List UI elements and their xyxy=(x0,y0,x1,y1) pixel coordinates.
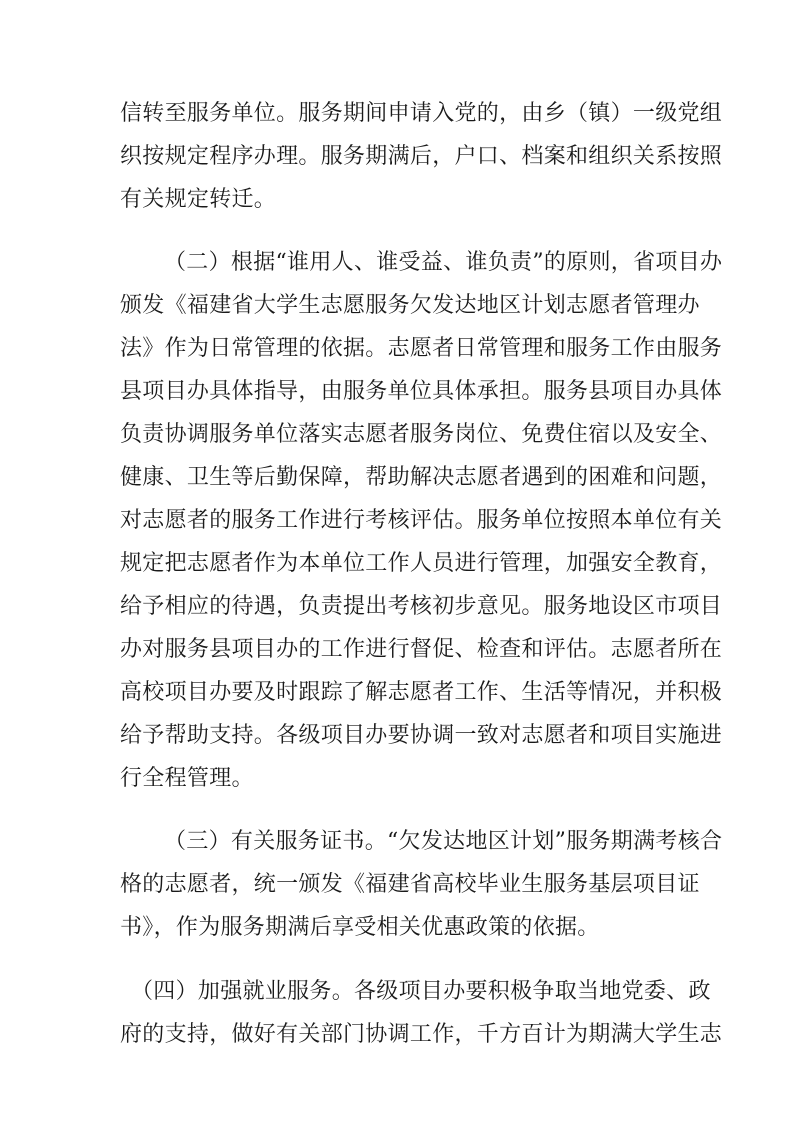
para1-line-1: 信转至服务单位。服务期间申请入党的，由乡（镇）一级党组 xyxy=(120,101,723,126)
para2-line-8: 规定把志愿者作为本单位工作人员进行管理，加强安全教育， xyxy=(120,551,723,576)
para2-line-12: 给予帮助支持。各级项目办要协调一致对志愿者和项目实施进 xyxy=(120,723,723,748)
para3-line-3: 书》，作为服务期满后享受相关优惠政策的依据。 xyxy=(120,915,600,940)
para2-line-13: 行全程管理。 xyxy=(120,766,254,791)
para2-line-11: 高校项目办要及时跟踪了解志愿者工作、生活等情况，并积极 xyxy=(120,680,723,705)
para3-line-1: （三）有关服务证书。“欠发达地区计划”服务期满考核合 xyxy=(164,829,723,854)
para3-line-2: 格的志愿者，统一颁发《福建省高校毕业生服务基层项目证 xyxy=(120,872,700,897)
para2-line-4: 县项目办具体指导，由服务单位具体承担。服务县项目办具体 xyxy=(120,379,723,404)
para4-line-1: （四）加强就业服务。各级项目办要积极争取当地党委、政 xyxy=(131,979,711,1004)
para1-line-2: 织按规定程序办理。服务期满后，户口、档案和组织关系按照 xyxy=(120,144,723,169)
para2-line-2: 颁发《福建省大学生志愿服务欠发达地区计划志愿者管理办 xyxy=(120,293,700,318)
para2-line-6: 健康、卫生等后勤保障，帮助解决志愿者遇到的困难和问题， xyxy=(120,465,723,490)
para2-line-9: 给予相应的待遇，负责提出考核初步意见。服务地设区市项目 xyxy=(120,594,723,619)
para2-line-7: 对志愿者的服务工作进行考核评估。服务单位按照本单位有关 xyxy=(120,508,723,533)
para2-line-5: 负责协调服务单位落实志愿者服务岗位、免费住宿以及安全、 xyxy=(120,422,723,447)
para2-line-10: 办对服务县项目办的工作进行督促、检查和评估。志愿者所在 xyxy=(120,637,723,662)
para2-line-1: （二）根据“谁用人、谁受益、谁负责”的原则，省项目办 xyxy=(164,250,723,275)
para1-line-3: 有关规定转迁。 xyxy=(120,187,277,212)
para4-line-2: 府的支持，做好有关部门协调工作，千方百计为期满大学生志 xyxy=(120,1022,723,1047)
para2-line-3: 法》作为日常管理的依据。志愿者日常管理和服务工作由服务 xyxy=(120,336,723,361)
